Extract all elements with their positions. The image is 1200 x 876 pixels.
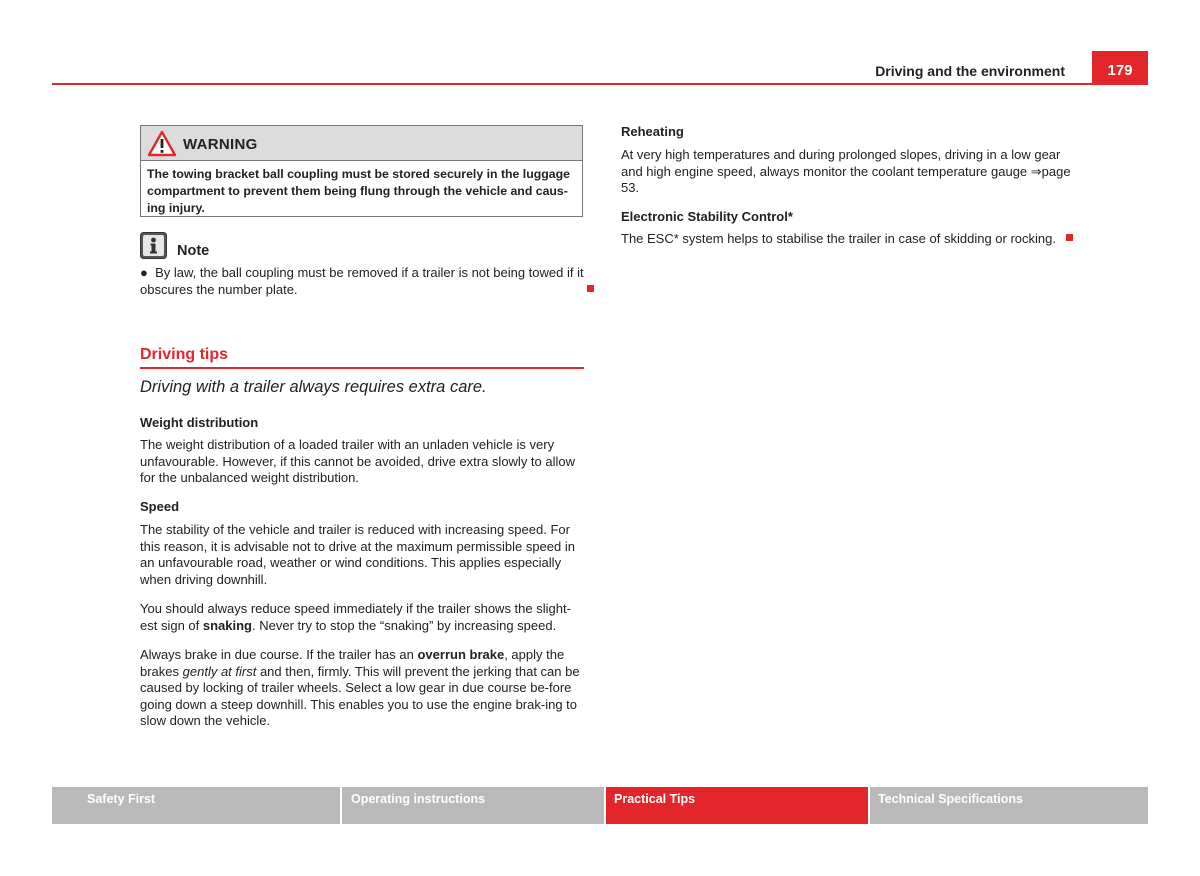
weight-distribution-text: The weight distribution of a loaded trailer with an unladen vehicle is very unfavourable. However, if this cannot be avoided, drive extra slowly to allow for the unbalanced weight distribution. xyxy=(140,437,576,486)
text-run: . Never try to stop the “snaking” by increasing speed. xyxy=(252,617,557,633)
warning-title: WARNING xyxy=(183,136,258,153)
speed-paragraph-1: The stability of the vehicle and trailer is reduced with increasing speed. For this reason, it is advisable not to drive at the maximum permissible speed in an unfavourable road, weather or wind conditions. This applies especially when driving downhill. xyxy=(140,522,575,587)
warning-triangle-icon xyxy=(147,130,177,157)
footer-tab-technical-specifications[interactable] xyxy=(870,787,1148,824)
weight-distribution-heading: Weight distribution xyxy=(140,415,259,430)
text-run: Always brake in due course. If the trailer has an xyxy=(140,647,418,662)
red-square-end-marker xyxy=(1066,234,1073,241)
footer-tab-operating-instructions[interactable] xyxy=(342,787,604,824)
esc-heading: Electronic Stability Control* xyxy=(621,209,793,224)
info-i-icon xyxy=(140,232,167,259)
footer-tab-label: Operating instructions xyxy=(351,792,486,806)
footer-tab-label: Practical Tips xyxy=(614,792,696,806)
header-rule xyxy=(52,83,1148,85)
note-body: By law, the ball coupling must be removed if a trailer is not being towed if it obscures the number plate. xyxy=(140,265,584,297)
warning-header xyxy=(141,126,582,161)
warning-text: The towing bracket ball coupling must be stored securely in the luggage compartment to prevent them being flung through the vehicle and caus-ing injury. xyxy=(147,167,570,215)
footer-tab-label: Safety First xyxy=(87,792,156,806)
bullet: ● xyxy=(140,265,148,280)
page-number: 179 xyxy=(1092,51,1148,85)
italic-run: gently at first xyxy=(182,663,257,679)
bold-run: snaking xyxy=(202,617,252,633)
section-heading-rule xyxy=(140,367,584,369)
text-run: You should always reduce speed immediately if the trailer shows the slight-est sign of xyxy=(140,601,571,633)
warning-box xyxy=(140,125,583,217)
speed-heading: Speed xyxy=(140,499,180,514)
section-heading-driving-tips: Driving tips xyxy=(140,346,229,363)
red-square-end-marker xyxy=(587,285,594,292)
reheating-text: At very high temperatures and during prolonged slopes, driving in a low gear and high engine speed, always monitor the coolant temperature gauge ⇒page 53. xyxy=(621,147,1071,196)
footer-tab-safety-first[interactable] xyxy=(52,787,340,824)
esc-text: The ESC* system helps to stabilise the trailer in case of skidding or rocking. xyxy=(621,231,1056,246)
note-title: Note xyxy=(177,243,210,259)
note-text xyxy=(140,264,585,298)
text-run: , apply the brakes xyxy=(140,647,565,679)
speed-paragraph-2 xyxy=(140,601,588,634)
footer-tab-practical-tips[interactable] xyxy=(606,787,868,824)
text-run: and then, firmly. This will prevent the jerking that can be caused by locking of trailer wheels. Select a low gear in due course be-fore going down a steep downhill. This enables you to use the engine brak-ing to slow down the vehicle. xyxy=(140,663,580,729)
reheating-heading: Reheating xyxy=(621,124,684,139)
section-subtitle: Driving with a trailer always requires extra care. xyxy=(140,378,487,396)
speed-paragraph-3 xyxy=(140,647,588,730)
section-title: Driving and the environment xyxy=(875,63,1065,79)
footer-tab-label: Technical Specifications xyxy=(878,792,1023,806)
bold-run: overrun brake xyxy=(417,647,505,662)
